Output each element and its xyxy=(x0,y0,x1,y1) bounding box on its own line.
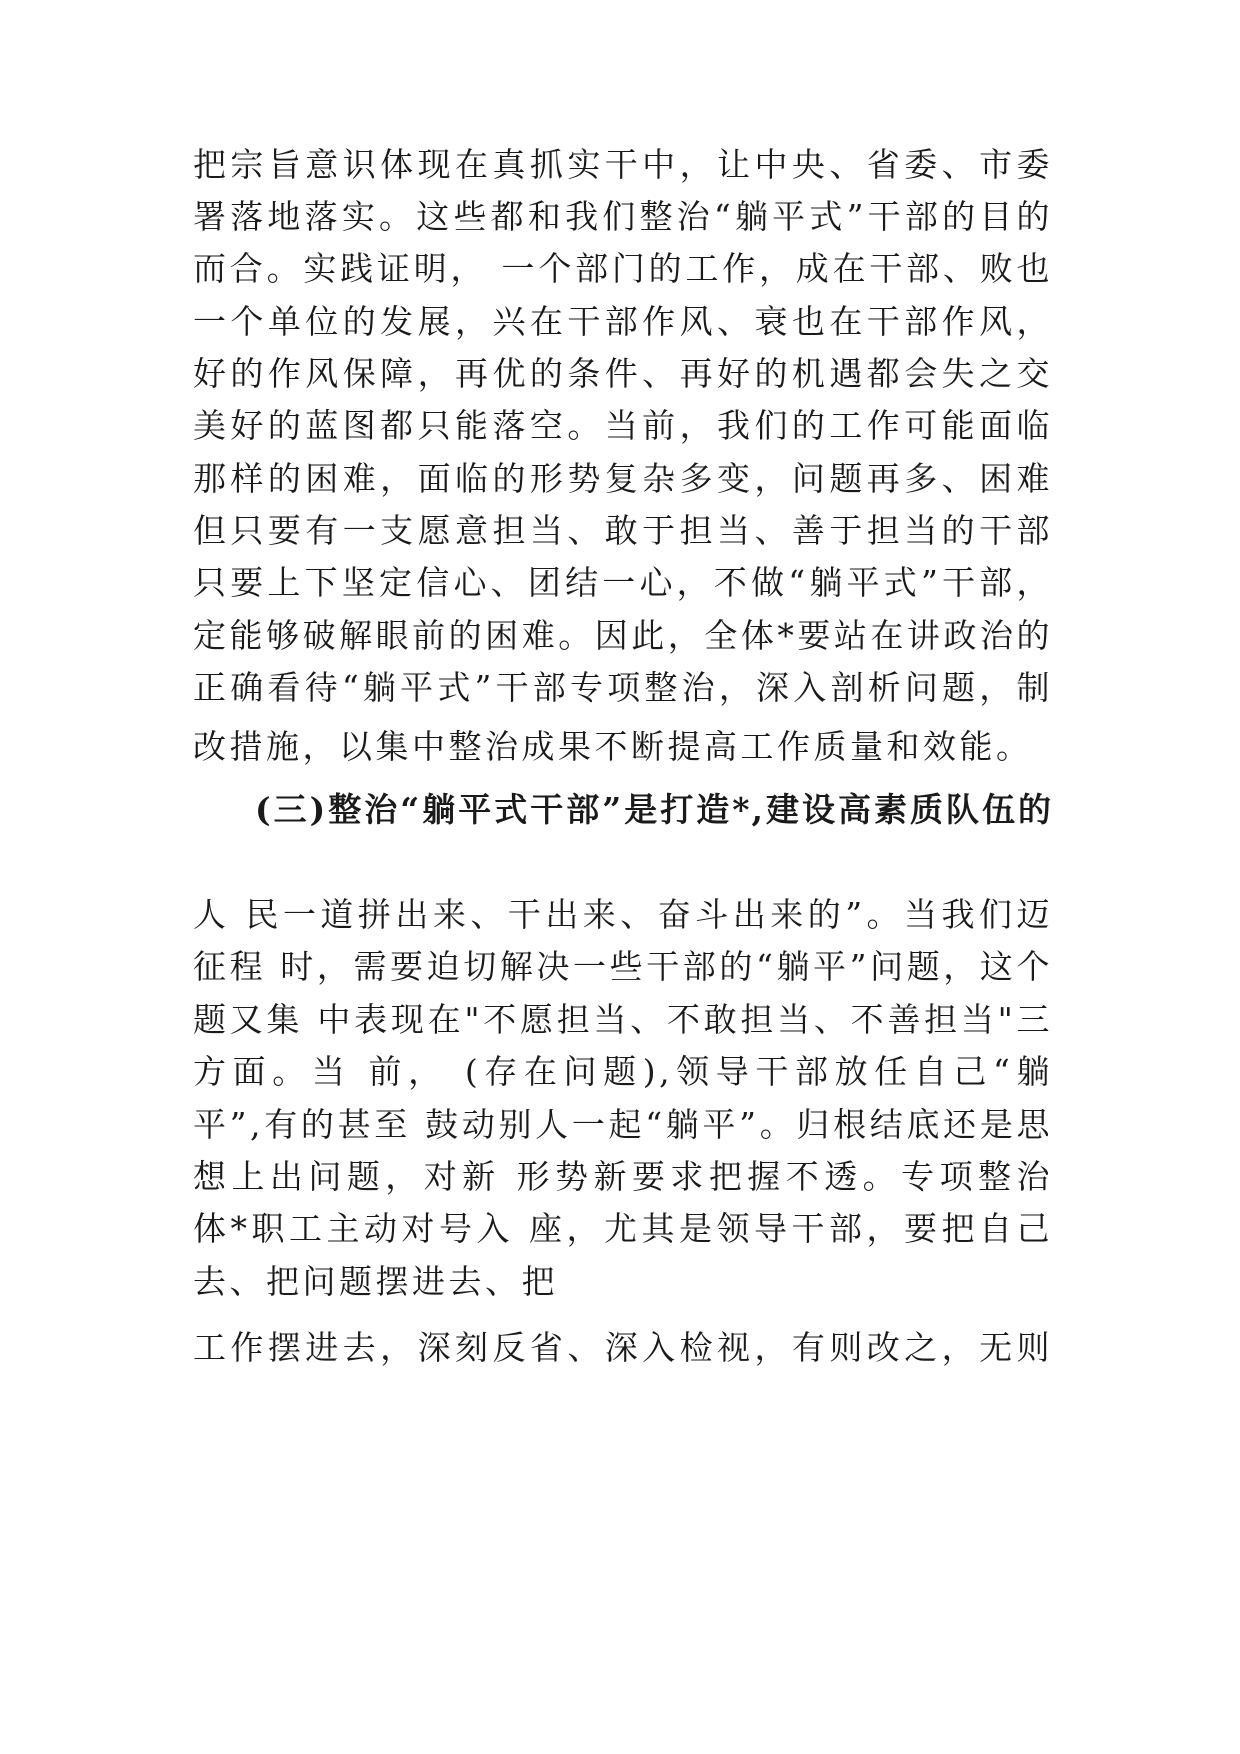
text-line-2: 署落地落实。这些都和我们整治“躺平式”干部的目的 xyxy=(193,197,1053,236)
text-line-17: 题又集 中表现在"不愿担当、不敢担当、不善担当"三 xyxy=(193,1000,1053,1039)
text-line-8: 但只要有一支愿意担当、敢于担当、善于担当的干部 xyxy=(193,511,1053,550)
text-line-5: 好的作风保障，再优的条件、再好的机遇都会失之交 xyxy=(193,354,1053,393)
text-line-20: 想上出问题，对新 形势新要求把握不透。专项整治 xyxy=(193,1157,1053,1196)
text-line-21: 体*职工主动对号入 座，尤其是领导干部，要把自己 xyxy=(193,1209,1053,1248)
text-line-4: 一个单位的发展，兴在干部作风、衰也在干部作风， xyxy=(193,302,1053,341)
text-line-19: 平”,有的甚至 鼓动别人一起“躺平”。归根结底还是思 xyxy=(193,1105,1053,1144)
text-line-23: 工作摆进去，深刻反省、深入检视，有则改之，无则 xyxy=(193,1328,1053,1367)
text-line-3: 而合。实践证明， 一个部门的工作，成在干部、败也 xyxy=(193,249,1053,288)
section-heading-continuation-line xyxy=(193,838,1053,888)
text-line-10: 定能够破解眼前的困难。因此，全体*要站在讲政治的 xyxy=(193,616,1053,655)
text-line-11: 正确看待“躺平式”干部专项整治，深入剖析问题，制 xyxy=(193,668,1053,707)
text-line-6: 美好的蓝图都只能落空。当前，我们的工作可能面临 xyxy=(193,406,1053,445)
text-line-7: 那样的困难，面临的形势复杂多变，问题再多、困难 xyxy=(193,459,1053,498)
text-line-22: 去、把问题摆进去、把 xyxy=(193,1262,558,1301)
text-line-18: 方面。当 前， (存在问题),领导干部放任自己“躺 xyxy=(193,1052,1053,1091)
text-line-1: 把宗旨意识体现在真抓实干中，让中央、省委、市委 xyxy=(193,145,1053,184)
text-line-9: 只要上下坚定信心、团结一心，不做“躺平式”干部， xyxy=(193,563,1053,602)
text-line-16: 征程 时，需要迫切解决一些干部的“躺平”问题，这个 xyxy=(193,947,1053,986)
text-line-12: 改措施，以集中整治成果不断提高工作质量和效能。 xyxy=(193,727,1033,766)
text-line-15: 人 民一道拼出来、干出来、奋斗出来的”。当我们迈 xyxy=(193,895,1053,934)
section-heading: (三)整治“躺平式干部”是打造*,建设高素质队伍的 xyxy=(255,790,1053,829)
